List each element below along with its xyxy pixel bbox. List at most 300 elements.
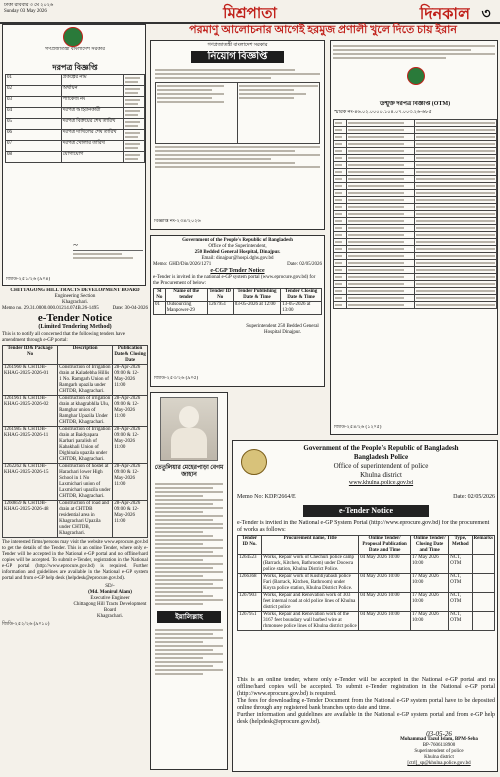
- hosp-header-cell: Name of the tender: [165, 289, 207, 302]
- left-signature: [73, 240, 143, 268]
- row-value: [415, 148, 497, 155]
- row-label: [347, 190, 415, 197]
- police-header-cell: Online Tender/ Closing Date and Time: [411, 536, 449, 555]
- police-web: www.khulna.police.gov.bd: [348, 480, 414, 486]
- row-label: [347, 218, 415, 225]
- row-value: [415, 204, 497, 211]
- police-header-cell: Remarks: [472, 536, 495, 555]
- row-value: [415, 169, 497, 176]
- cell-dates: 28-Apr-2026 09:00 & 12-May-2026 11:00: [113, 396, 148, 427]
- row-label: [347, 169, 415, 176]
- police-sign-email: [ctrl]_sp@khulna.police.gov.bd: [407, 761, 471, 766]
- row-number: [334, 134, 347, 141]
- hosp-gov: Government of the People's Republic of Bangladesh: [182, 238, 293, 243]
- cell-id: 1261985 & CHTDB-KHAG-2025-2026-11: [3, 427, 58, 464]
- police-cell-close: 17 May 2026 10:00: [411, 593, 449, 612]
- row-number: [334, 225, 347, 232]
- row-label: [347, 281, 415, 288]
- hosp-office: Office of the Superintendent,: [208, 244, 267, 249]
- police-cell-remarks: [472, 574, 495, 593]
- mid-table: [155, 82, 320, 144]
- hosp-cell: Outsourcing Manpower-29: [165, 302, 207, 315]
- cell-desc: Construction of Irrigation drain at Baidyapara Karbari paralish of Kabakhali Union of Dighinala upazila under CHTDB, Khagrachari.: [58, 427, 113, 464]
- row-label: [347, 148, 415, 155]
- police-title: e-Tender Notice: [303, 505, 429, 517]
- table-row: [334, 127, 497, 134]
- police-header-cell: Tender ID No.: [238, 536, 262, 555]
- police-sign-bp: BP-7606118900: [422, 743, 456, 748]
- cell-dates: 28-Apr-2026 09:00 & 12-May-2026 11:00: [113, 464, 148, 501]
- police-cell-type: NCT, OTM: [449, 612, 472, 631]
- row-number: [334, 295, 347, 302]
- table-row: [3, 365, 148, 396]
- chttdb-sign-loc: Khagrachari.: [97, 614, 123, 619]
- hosp-title: e-CGP Tender Notice: [210, 268, 265, 274]
- left-notice-table: [5, 74, 145, 163]
- table-row: [334, 239, 497, 246]
- police-cell-remarks: [472, 593, 495, 612]
- police-cell-pub: 04 May 2026 10:00: [359, 593, 411, 612]
- police-cell-type: NCT, OTM: [449, 574, 472, 593]
- row-value: [124, 75, 145, 86]
- cell-desc: Construction of Irrigation drain at Kaladebha Hillis 1 No. Ramgarh Union of Ramgarh upazila under CHTDB, Khagrachari.: [58, 365, 113, 396]
- table-row: [6, 86, 145, 97]
- cell-id: 1261960 & CHTDB-KHAG-2025-2026-01: [3, 365, 58, 396]
- left-notice-title: দরপত্র বিজ্ঞপ্তি: [52, 63, 98, 72]
- row-number: [334, 148, 347, 155]
- row-number: [334, 162, 347, 169]
- table-row: [334, 169, 497, 176]
- table-row: [334, 176, 497, 183]
- right-notice-title: উন্মুক্ত দরপত্র বিজ্ঞপ্তি (OTM): [379, 101, 451, 107]
- row-label: [347, 288, 415, 295]
- row-number: [334, 141, 347, 148]
- row-label: [347, 246, 415, 253]
- hosp-header-cell: Tender ID No: [207, 289, 233, 302]
- row-number: [334, 155, 347, 162]
- table-row: [6, 75, 145, 86]
- obituary-photo: [160, 397, 218, 461]
- row-number: [334, 253, 347, 260]
- row-number: [334, 176, 347, 183]
- police-cell-remarks: [472, 612, 495, 631]
- table-row: [6, 141, 145, 152]
- police-footer-1: This is an online tender, where only e-Tender will be accepted in the National e-GP portal and no offline/hard copies will be accepted. To submit e-Tender registration in the National e-GP portal (http://www.eprocure.gov.bd) is required.: [237, 677, 495, 697]
- row-number: [334, 197, 347, 204]
- police-cell-name: Works, Repair and Renovation work of the 3167 feet boundary wall barbed wire at rhmonsee police lines of Khulna district police: [263, 612, 357, 629]
- section-title: মিশ্রপাতা: [223, 6, 277, 22]
- row-value: [415, 267, 497, 274]
- table-row: [334, 141, 497, 148]
- row-number: [334, 169, 347, 176]
- police-cell-name: Works, Repair work of Chechuri police camp (Barrack, Kitchen, Bathroom) under Doowra police station, Khulna District Police.: [262, 555, 359, 574]
- row-number: [334, 274, 347, 281]
- row-label: [347, 239, 415, 246]
- row-label: [347, 232, 415, 239]
- table-row: [6, 97, 145, 108]
- table-row: [334, 274, 497, 281]
- obituary-body: [151, 479, 227, 609]
- table-row: [3, 464, 148, 501]
- mid-cell-1: [156, 83, 238, 144]
- hosp-table-wrap: [151, 287, 324, 316]
- hosp-cell: 1267951: [207, 302, 233, 315]
- police-header-cell: Procurement name, Title: [262, 536, 359, 555]
- row-value: [415, 260, 497, 267]
- row-label: [347, 134, 415, 141]
- table-row: [238, 555, 495, 574]
- table-row: [6, 119, 145, 130]
- table-row: [334, 218, 497, 225]
- row-value: [415, 288, 497, 295]
- row-number: 01: [6, 75, 62, 86]
- obituary-label: ইন্নালিল্লাহ: [157, 611, 221, 623]
- police-table-wrap: [237, 535, 495, 631]
- row-label: [347, 225, 415, 232]
- police-table: [237, 535, 495, 631]
- chttdb-table: [2, 345, 148, 538]
- mid-ref: বিজ্ঞপ্তি নং-২৩৪/২০২৬: [154, 219, 201, 224]
- date-bangla: ঢাকা রবিবার ৩ মে ২০২৬: [4, 3, 54, 8]
- mid-body: [151, 65, 324, 172]
- row-number: 03: [6, 97, 62, 108]
- cell-dates: 28-Apr-2026 09:00 & 12-May-2026 11:00: [113, 427, 148, 464]
- row-value: [415, 120, 497, 127]
- police-dept: Bangladesh Police: [353, 453, 409, 461]
- police-cell-name: Works, Repair and Renovation work of 303 feet internal road at old police lines of Khulna district police: [262, 593, 359, 612]
- row-number: [334, 183, 347, 190]
- table-row: [334, 295, 497, 302]
- table-row: [334, 267, 497, 274]
- signature-scribble: ~: [73, 240, 143, 251]
- row-value: [415, 232, 497, 239]
- row-label: দরপত্র আহ্বানকারী: [61, 108, 124, 119]
- bd-seal-icon: [407, 67, 425, 85]
- row-value: [124, 119, 145, 130]
- row-value: [415, 239, 497, 246]
- hosp-date: Date: 02/05/2026: [287, 262, 322, 267]
- row-value: [415, 176, 497, 183]
- mid-cell-2: [238, 83, 320, 144]
- row-value: [415, 127, 497, 134]
- table-row: [334, 134, 497, 141]
- police-intro: e-Tender is invited in the National e-GP System Portal (http://www.eprocure.gov.bd) for the procurement of works as follows:: [237, 520, 490, 533]
- govt-seal-icon: [63, 27, 83, 47]
- hospital-notice: [150, 235, 325, 387]
- table-row: [334, 204, 497, 211]
- police-cell-pub: 04 May 2026 10:00: [359, 612, 411, 631]
- chttdb-footer: The interested firms/persons may visit the website www.eprocure.gov.bd to get the details of the Tender. This is an online Tender, where only e-Tender will be accepted in the National e-GP portal and no offline/hard copies will be accepted. To submit e-Tender, registration in the National e-GP portal (http://www.eprocure.gov.bd) is required. Further information and guidelines are available in the National e-GP system portal and from e-GP help desk (helpdesk@eprocure.gov.bd).: [2, 540, 148, 581]
- table-row: [334, 120, 497, 127]
- table-row: [334, 225, 497, 232]
- table-row: [3, 396, 148, 427]
- chttdb-col-id: Tender ID& Package No: [3, 346, 58, 365]
- row-label: [347, 260, 415, 267]
- table-row: [3, 427, 148, 464]
- police-sign-date: 03-05-26: [426, 731, 452, 738]
- table-row: [334, 197, 497, 204]
- table-row: [334, 232, 497, 239]
- mid-notice-title: নিয়োগ বিজ্ঞপ্তি: [191, 51, 284, 63]
- table-row: [334, 148, 497, 155]
- row-number: [334, 281, 347, 288]
- table-row: [3, 501, 148, 538]
- govt-org: গণপ্রজাতন্ত্রী বাংলাদেশ সরকার: [44, 47, 106, 52]
- chttdb-sign-sd: SD/-: [105, 584, 115, 589]
- row-label: [347, 267, 415, 274]
- cell-desc: Construction of road and drain at CHTDB residential area in Khagrachari Upazila under CHTDB, Khagrachari.: [58, 501, 113, 538]
- police-footer-2: The fees for downloading e-Tender Document from the National e-GP system portal have to be deposited online through any registered bank branches upto date and time.: [237, 698, 495, 711]
- row-value: [415, 246, 497, 253]
- row-label: [347, 274, 415, 281]
- right-ref: স্মারক নং-৪৬.০২.০০০০.১০৪.০৭.০০৩.২৬-৬৮৫: [334, 110, 432, 115]
- row-value: [415, 211, 497, 218]
- row-number: 08: [6, 152, 62, 163]
- police-cell-name: Works, Repair work of Kushtiyabash police Fari (Barrack, Kitchen, Bathroom) under Koyra police station, Khulna District Police.: [262, 574, 359, 593]
- row-value: [415, 274, 497, 281]
- right-bangla-notice: [330, 40, 498, 435]
- chttdb-location: Khagrachari.: [62, 300, 88, 305]
- row-value: [415, 225, 497, 232]
- row-number: [334, 239, 347, 246]
- table-row: [238, 593, 495, 612]
- row-value: [415, 295, 497, 302]
- row-number: [334, 190, 347, 197]
- right-table-wrap: [333, 119, 497, 309]
- row-label: [347, 155, 415, 162]
- table-row: [334, 246, 497, 253]
- cell-id: 1260859 & CHTDB-KHAG-2025-2026-48: [3, 501, 58, 538]
- row-number: [334, 246, 347, 253]
- date-english: Sunday 03 May 2026: [4, 9, 47, 14]
- obituary-box: [150, 392, 228, 770]
- row-label: দরপত্র খোলার তারিখ: [61, 141, 124, 152]
- row-number: [334, 204, 347, 211]
- hosp-cell: 03-05-2026 at 12:00: [233, 302, 280, 315]
- row-label: অর্থায়ন: [61, 86, 124, 97]
- police-memo: Memo No: KDP/2664/E: [237, 494, 296, 500]
- table-row: [238, 574, 495, 593]
- table-row: [334, 260, 497, 267]
- row-value: [415, 253, 497, 260]
- police-sign-loc: Khulna district: [424, 755, 454, 760]
- hosp-header-cell: Tender Publishing Date & Time: [233, 289, 280, 302]
- row-label: [347, 162, 415, 169]
- cell-dates: 28-Apr-2026 09:00 & 12-May-2026 11:00: [113, 365, 148, 396]
- police-gov: Government of the People's Republic of Bangladesh: [303, 444, 459, 452]
- police-footer-3: Further information and guidelines are available in the National e-GP system portal and from e-GP help desk (helpdesk@eprocure.gov.bd).: [237, 712, 495, 725]
- row-value: [124, 141, 145, 152]
- row-number: [334, 127, 347, 134]
- masthead: [0, 0, 500, 24]
- row-value: [415, 218, 497, 225]
- headline: পরমাণু আলোচনার আগেই হরমুজ প্রণালী খুলে দিতে চায় ইরান: [189, 24, 457, 36]
- row-label: [347, 253, 415, 260]
- paper-name: দিনকাল: [419, 6, 470, 23]
- police-logo-icon: [241, 449, 267, 475]
- police-cell-type: NCT, OTM: [449, 593, 472, 612]
- date-line: [4, 3, 84, 15]
- obituary-title: তেতুলিয়ার মেহেরপাড়া বেগম জাহান: [154, 465, 224, 478]
- hosp-intro: e-Tender is invited in the national e-GP system portal (www.eprocure.gov.bd) for the Procurement of below:: [153, 275, 316, 286]
- row-number: [334, 120, 347, 127]
- table-row: [334, 288, 497, 295]
- hosp-name: 250 Bedded General Hospital, Dinajpur.: [194, 250, 281, 255]
- row-label: [347, 211, 415, 218]
- row-label: [347, 183, 415, 190]
- right-table: [333, 119, 497, 309]
- police-cell-id: 1267951: [238, 612, 262, 631]
- row-label: [347, 295, 415, 302]
- hosp-cell: 01: [154, 302, 166, 315]
- row-number: [334, 260, 347, 267]
- row-number: 04: [6, 108, 62, 119]
- row-number: 02: [6, 86, 62, 97]
- police-header-cell: Type, Method: [449, 536, 472, 555]
- row-value: [415, 141, 497, 148]
- mid-org: গণপ্রজাতন্ত্রী বাংলাদেশ সরকার: [207, 43, 268, 48]
- row-number: [334, 211, 347, 218]
- chttdb-sign-name: (Md. Monirul Alam): [88, 590, 132, 595]
- row-value: [415, 134, 497, 141]
- police-cell-remarks: [472, 555, 495, 574]
- cell-dates: 28-Apr-2026 09:00 & 12-May-2026 11:00: [113, 501, 148, 538]
- hosp-memo: Memo: GHD/Din/2026/1271: [153, 262, 212, 267]
- hosp-header-cell: Tender Closing Date & Time: [281, 289, 322, 302]
- left-bangla-notice: [2, 24, 146, 286]
- row-value: [415, 183, 497, 190]
- police-footer: [237, 677, 495, 726]
- row-number: [334, 267, 347, 274]
- row-value: [415, 302, 497, 309]
- chttdb-org: CHITTAGONG HILL TRACTS DEVELOPMENT BOARD: [10, 288, 140, 293]
- table-row: [334, 302, 497, 309]
- row-value: [124, 97, 145, 108]
- hosp-cell: 13-05-2026 at 13:00: [281, 302, 322, 315]
- table-row: [334, 281, 497, 288]
- chttdb-date: Date: 30-04-2026: [112, 306, 148, 311]
- row-label: [347, 127, 415, 134]
- chttdb-memo: Memo no. 29.31.0000.000.01214.074B.26-1495: [2, 306, 99, 311]
- row-number: [334, 288, 347, 295]
- row-label: [347, 197, 415, 204]
- row-value: [124, 86, 145, 97]
- table-row: [334, 155, 497, 162]
- police-cell-close: 17 May 2026 10:00: [411, 574, 449, 593]
- row-number: [334, 218, 347, 225]
- row-label: প্যাকেজ নং: [61, 97, 124, 108]
- row-value: [415, 155, 497, 162]
- police-cell-close: 17 May 2026 10:00: [411, 555, 449, 574]
- row-value: [124, 152, 145, 163]
- row-label: [347, 176, 415, 183]
- police-cell-type: NCT, OTM: [449, 555, 472, 574]
- police-cell-id: 1266368: [238, 574, 262, 593]
- police-sign-name: Mohammad Tazul Islam, BPM-Seba: [400, 737, 478, 742]
- left-table: [5, 74, 145, 163]
- row-value: [415, 162, 497, 169]
- cell-desc: Construction of irrigation drain at khagrabhlla Ulu, Ramghar union of Ramghar Upazila Under CHTDB, Khagrachari.: [58, 396, 113, 427]
- chttdb-col-dates: Publication Date& Closing Date: [114, 346, 146, 363]
- row-label: [347, 204, 415, 211]
- row-label: [347, 141, 415, 148]
- table-row: [334, 183, 497, 190]
- chttdb-col-desc: Description: [58, 346, 113, 365]
- police-date: Date: 02/05/2026: [453, 494, 495, 500]
- right-intro: [331, 41, 497, 63]
- police-cell-id: 1267903: [238, 593, 262, 612]
- row-value: [124, 108, 145, 119]
- table-row: [334, 211, 497, 218]
- chttdb-signature: [72, 584, 148, 620]
- table-row: [6, 130, 145, 141]
- page-number: ৩: [481, 7, 491, 22]
- cell-id: 1262262 & CHTDB-KHAG-2025-2026-15: [3, 464, 58, 501]
- chttdb-notice: [2, 288, 148, 768]
- police-cell-id: 1264523: [238, 555, 262, 574]
- row-number: 07: [6, 141, 62, 152]
- row-number: 05: [6, 119, 62, 130]
- chttdb-sign-org: Chittagong Hill Tracts Development Board: [73, 602, 147, 613]
- table-row: [6, 152, 145, 163]
- row-value: [415, 281, 497, 288]
- chttdb-intro: This is to notify all concerned that the following tenders have amendment through e-GP portal:: [2, 332, 126, 343]
- row-label: প্রকল্পের নাম: [61, 75, 124, 86]
- row-number: [334, 232, 347, 239]
- row-label: যোগাযোগ: [61, 152, 124, 163]
- row-value: [415, 190, 497, 197]
- hosp-ref: জিডি-২৫৩/২৬ (৯×৫): [154, 376, 199, 381]
- row-value: [415, 197, 497, 204]
- row-label: [347, 302, 415, 309]
- hosp-header-cell: Sl No: [154, 289, 166, 302]
- table-row: [334, 190, 497, 197]
- hosp-email: Email: dinajpur@hospi.dghs.gov.bd: [201, 256, 274, 261]
- chttdb-sign-title: Executive Engineer: [90, 596, 130, 601]
- row-value: [124, 130, 145, 141]
- table-row: [334, 162, 497, 169]
- police-sign-title: Superintendent of police: [414, 749, 464, 754]
- mid-bangla-notice: [150, 40, 325, 230]
- table-row: [334, 253, 497, 260]
- cell-desc: Construction of hostel at Harachari lower High School in 1 No Laxmichari union of Laxmichari upazila under CHTDB, Khagrachari.: [58, 464, 113, 501]
- obituary-body-2: [151, 625, 227, 679]
- police-notice: [232, 440, 498, 772]
- table-row: [238, 612, 495, 631]
- row-number: [334, 302, 347, 309]
- hosp-table: [153, 288, 322, 315]
- table-row: [6, 108, 145, 119]
- police-loc: Khulna district: [360, 471, 402, 479]
- row-label: দরপত্র বিক্রয়ের শেষ তারিখ: [61, 119, 124, 130]
- chttdb-subtitle: (Limited Tendering Method): [38, 324, 112, 330]
- hosp-sign: Superintendent 250 Bedded General Hospital Dinajpur.: [246, 324, 319, 335]
- chttdb-office: Engineering Section: [54, 294, 96, 299]
- police-signature: [383, 731, 495, 767]
- police-header-cell: Online Tender/ Proposal Publication Date and Time: [359, 536, 411, 555]
- right-small-ref: জিডি-২৫৪/২৬ (১২×৫): [334, 425, 382, 430]
- police-office: Office of superintendent of police: [333, 462, 429, 470]
- police-cell-pub: 04 May 2026 10:00: [359, 574, 411, 593]
- police-cell-pub: 04 May 2026 10:00: [359, 555, 411, 574]
- row-label: [347, 120, 415, 127]
- chttdb-ref: জিডি-২৫২/২৬ (৯×১০): [2, 622, 50, 627]
- left-ref: জিডি-২৫১/২৬ (৯×৪): [6, 277, 51, 282]
- row-number: 06: [6, 130, 62, 141]
- chttdb-title: e-Tender Notice: [37, 312, 113, 324]
- cell-id: 1261961 & CHTDB-KHAG-2025-2026-02: [3, 396, 58, 427]
- police-cell-close: 17 May 2026 10:00: [411, 612, 449, 631]
